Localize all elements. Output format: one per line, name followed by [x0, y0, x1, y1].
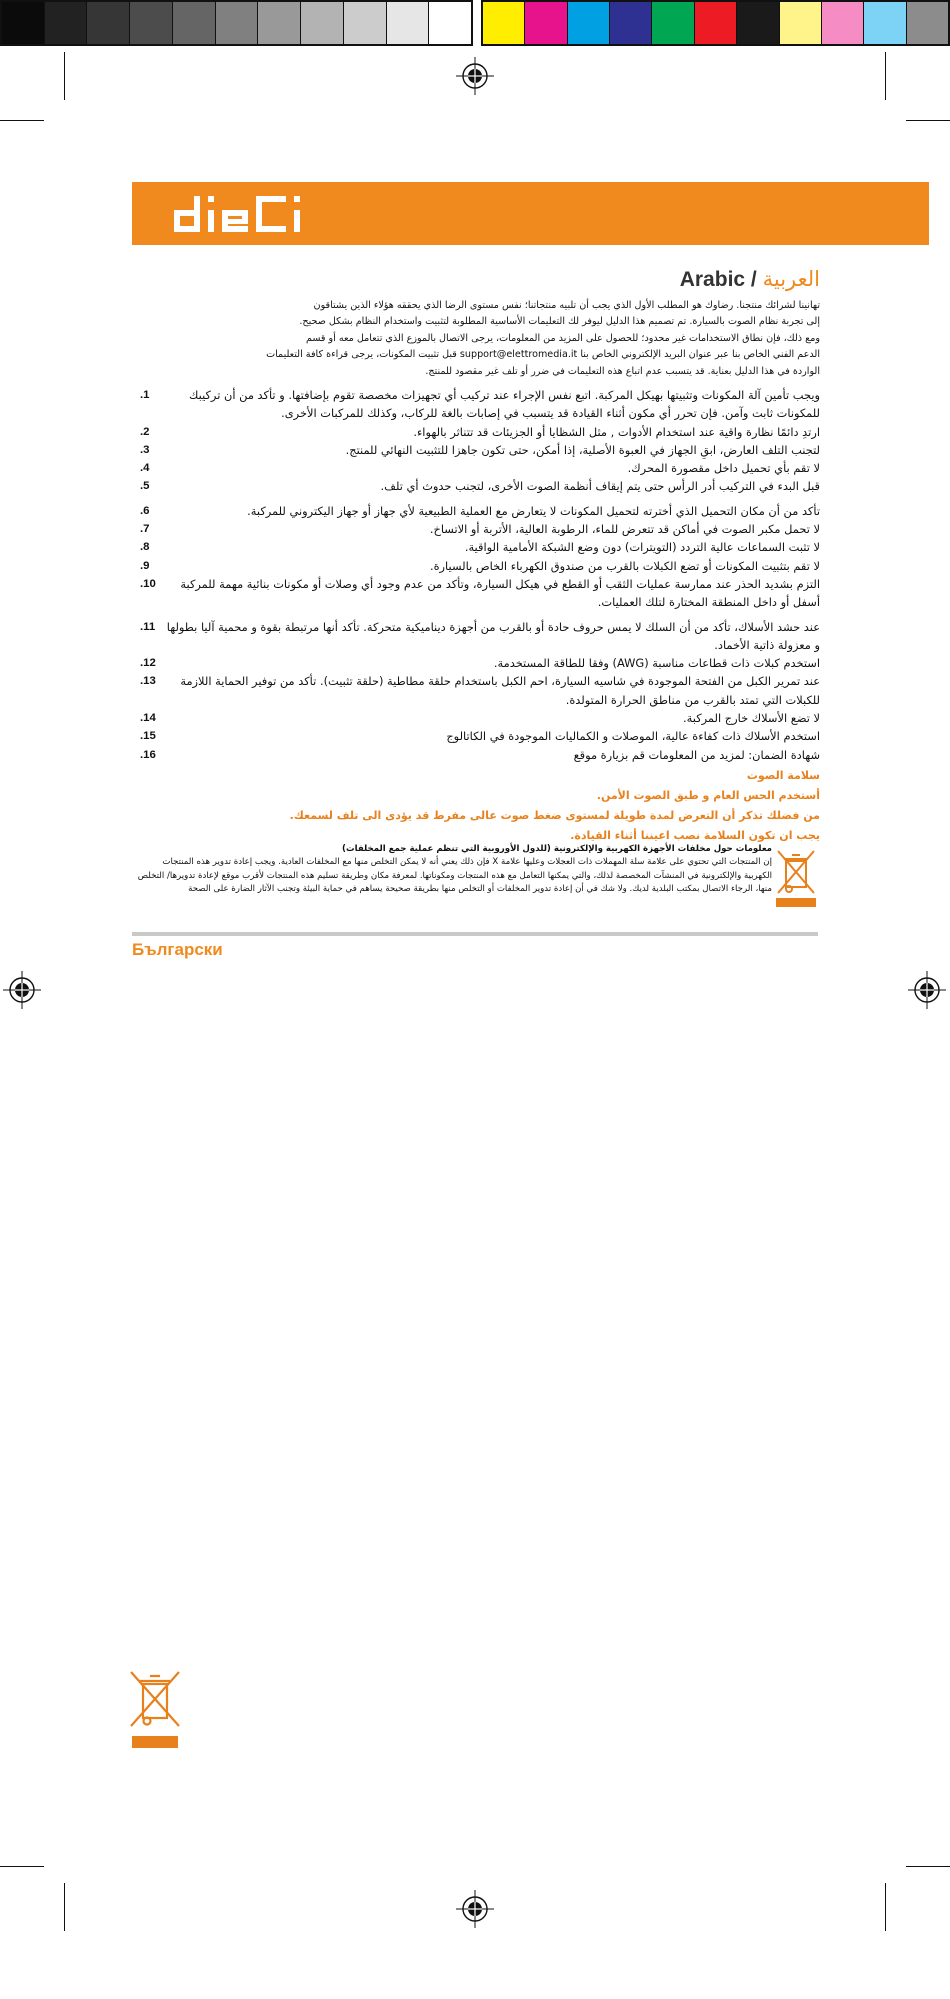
color-swatch [45, 2, 88, 44]
instruction-item: لا تحمل مكبر الصوت في أماكن قد تتعرض للماء، الرطوبة العالية، الأتربة أو الاتساخ. 7. [140, 522, 820, 537]
installation-instructions [140, 386, 820, 764]
intro-line: ومع ذلك، فإن نطاق الاستخدامات غير محدود؛ للحصول على المزيد من المعلومات، يرجى الاتصال بالموزع الذي تتعامل معه أو قسم [305, 332, 820, 344]
instruction-item: تأكد من أن مكان التحميل الذي أخترته لتحميل المكونات لا يتعارض مع العملية الطبيعية لأي جهاز أو جهاز اليكتروني للمركبة. 6. [140, 503, 820, 518]
color-swatch [483, 2, 525, 44]
instruction-item: لا تقم بأي تحميل داخل مقصورة المحرك. 4. [140, 461, 820, 476]
crop-mark [0, 1866, 44, 1867]
color-swatch [387, 2, 430, 44]
registration-mark-icon [3, 971, 41, 1009]
color-swatch [429, 2, 471, 44]
sound-safety-section [140, 766, 820, 846]
language-heading-arabic: العربية [762, 268, 820, 291]
instruction-item: لا تضع الأسلاك خارج المركبة. 14. [140, 711, 820, 726]
intro-line: الدعم الفني الخاص بنا عبر عنوان البريد الإلكتروني الخاص بنا support@elettromedia.it قبل تثبيت المكونات، يرجى قراءة كافة التعليمات [266, 349, 820, 361]
weee-text [132, 843, 772, 897]
language-heading [680, 267, 820, 292]
color-swatch [2, 2, 45, 44]
color-swatch [780, 2, 822, 44]
crop-mark [906, 120, 950, 121]
sound-safety-title: سلامة الصوت [746, 769, 820, 782]
color-swatch [173, 2, 216, 44]
crop-mark [64, 52, 65, 100]
registration-mark-icon [456, 1890, 494, 1928]
color-swatch [344, 2, 387, 44]
color-swatch [568, 2, 610, 44]
sound-safety-line: أستخدم الحس العام و طبق الصوت الأمن. [596, 789, 820, 802]
weee-notice [130, 843, 818, 918]
color-swatch [610, 2, 652, 44]
instruction-item: استخدم كبلات ذات قطاعات مناسبة (AWG) وفقا للطاقة المستخدمة. 12. [140, 656, 820, 671]
instruction-item: قبل البدء في التركيب أدر الرأس حتى يتم إيقاف أنظمة الصوت الأخرى، لتجنب حدوث أي تلف. 5. [140, 479, 820, 494]
weee-body: إن المنتجات التي تحتوي على علامة سلة المهملات ذات العجلات وعليها علامة X فإن ذلك يعني أنه لا يمكن التخلص منها مع المخلفات العادية. ويجب إعادة تدوير هذه المنتجات الكهربية والإلكترونية في المنشآت المخصصة لذلك، والتي يمكنها التعامل مع هذه المنتجات ومكوناتها. لمعرفة مكان وطريقة تسليم هذه المنتجات لأقرب موقع لإعادة تدويرها/ التخلص منها، الرجاء الاتصال بمكتب البلدية لديك. ولا شك في أن إعادة تدوير المخلفات أو التخلص منها بطريقة صحيحة يساهم في حماية البيئة وتجنب الآثار الضارة على الصحة [137, 857, 772, 895]
color-swatch [87, 2, 130, 44]
crossed-bin-icon [774, 847, 818, 909]
crop-mark [64, 1883, 65, 1931]
color-swatch [822, 2, 864, 44]
intro-line: تهانينا لشرائك منتجنا. رضاوك هو المطلب الأول الذي يجب أن تلبيه منتجاتنا؛ نفس مستوى الرضا الذي يحققه هؤلاء الذين يشتاقون [313, 300, 820, 311]
instruction-item: عند حشد الأسلاك، تأكد من أن السلك لا يمس حروف حادة أو بالقرب من أجهزة ديناميكية متحركة. تأكد أنها مرتبطة بقوة و محمية آليا بطولها و معزولة ذاتية الأخماد. 11. [140, 619, 820, 652]
instruction-item: لتجنب التلف العارض، ابقِ الجهاز في العبوة الأصلية، إذا أمكن، حتى تكون جاهزا للتثبيت النهائي للمنتج. 3. [140, 442, 820, 457]
instruction-item: شهادة الضمان: لمزيد من المعلومات قم بزيارة موقع 16. [140, 747, 820, 762]
color-calibration-bar [481, 0, 950, 46]
sound-safety-line: يجب ان تكون السلامة نصب اعيننا أثناء القيادة. [570, 829, 820, 842]
color-swatch [695, 2, 737, 44]
instruction-item: ارتدِ دائمًا نظارة واقية عند استخدام الأدوات , مثل الشظايا أو الجزيئات قد تتناثر بالهواء. 2. [140, 424, 820, 439]
language-heading-separator: / [745, 268, 763, 291]
dieci-logo [172, 188, 322, 238]
intro-line: إلى تجربة نظام الصوت بالسيارة. تم تصميم هذا الدليل ليوفر لك التعليمات الأساسية المطلوبة لتثبيت واستخدام النظام بشكل صحيح. [299, 316, 820, 328]
instruction-item: عند تمرير الكبل من الفتحة الموجودة في شاسيه السيارة، احم الكبل باستخدام حلقة مطاطية (حلقة تثبيت). تأكد من توفير الحماية اللازمة للكبلات التي تمتد بالقرب من مناطق الحرارة المتولدة. 13. [140, 674, 820, 707]
color-swatch [907, 2, 948, 44]
color-swatch [216, 2, 259, 44]
weee-heading: معلومات حول مخلفات الأجهزة الكهربية والإلكترونية (للدول الأوروبية التي تنظم عملية جمع المخلفات) [342, 844, 772, 854]
instruction-item: لا تقم بتثبيت المكونات أو تضع الكبلات بالقرب من صندوق الكهرباء الخاص بالسيارة. 9. [140, 558, 820, 573]
color-swatch [301, 2, 344, 44]
color-swatch [864, 2, 906, 44]
grayscale-calibration-bar [0, 0, 473, 46]
color-swatch [652, 2, 694, 44]
instruction-item: ويجب تأمين آلة المكونات وتثبيتها بهيكل المركبة. اتبع نفس الإجراء عند تركيب أي تجهيزات مخصصة تقوم بإضافتها. و تأكد من أن تركيبك للمكونات ثابت وآمن. فإن تحرر أي مكون أثناء القيادة قد يتسبب في إصابات بالغة للركاب، وكذلك للمركبات الأخرى. 1. [140, 388, 820, 421]
instruction-item: التزم بشديد الحذر عند ممارسة عمليات الثقب أو القطع في هيكل السيارة، وتأكد من عدم وجود أي وصلات أو مكونات بنائية مهمة للمركبة أسفل أو داخل المنطقة المختارة لتلك العمليات. 10. [140, 576, 820, 610]
crossed-bin-icon [128, 1668, 182, 1750]
next-language-heading: Български [132, 940, 223, 959]
instruction-item: استخدم الأسلاك ذات كفاءة عالية، الموصلات و الكماليات الموجودة في الكاتالوج 15. [140, 729, 820, 744]
instruction-item: لا تثبت السماعات عالية التردد (التويترات) دون وضع الشبكة الأمامية الواقية. 8. [140, 540, 820, 555]
language-heading-english: Arabic [679, 268, 746, 291]
registration-mark-icon [908, 971, 946, 1009]
crop-mark [906, 1866, 950, 1867]
crop-mark [885, 52, 886, 100]
registration-mark-icon [456, 57, 494, 95]
color-swatch [130, 2, 173, 44]
color-swatch [737, 2, 779, 44]
color-swatch [525, 2, 567, 44]
intro-paragraph [140, 298, 820, 380]
color-swatch [258, 2, 301, 44]
crop-mark [0, 120, 44, 121]
sound-safety-line: من فضلك تذكر أن التعرض لمدة طويلة لمستوى ضغط صوت عالى مفرط قد يؤدى الى تلف لسمعك. [289, 809, 820, 822]
crop-mark [885, 1883, 886, 1931]
intro-line: الواردة في هذا الدليل بعناية. قد يتسبب عدم اتباع هذه التعليمات في ضرر أو تلف غير مقصود للمنتج. [425, 365, 820, 377]
section-divider [132, 932, 818, 936]
